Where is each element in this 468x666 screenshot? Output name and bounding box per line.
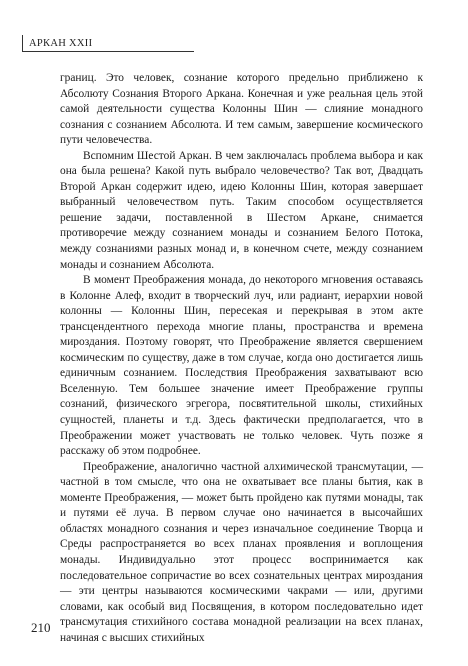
paragraph-3: В момент Преображения монада, до некоторого мгновения оставаясь в Колонне Алеф, входит в творческий луч, или радиант, иерархии новой колонны — Колонны Шин, пересекая и перекрывая в этом акте трансцендентного перехода многие планы, пространства и времена мироздания. Поэтому говорят, что Преображение является свершением космическим по существу, даже в том случае, когда оно достигается лишь единичным сознанием. Последствия Преображения захватывают всю Вселенную. Тем большее значение имеет Преображение группы сознаний, физического эгрегора, посвятительной школы, стихийных сущностей, планеты и т.д. Здесь фактически предполагается, что в Преображении может участвовать не только человек. Чуть позже я расскажу об этом подробнее.: [60, 274, 423, 458]
page-number: 210: [31, 620, 51, 635]
body-text: [60, 71, 423, 646]
running-head-tick: [22, 35, 23, 51]
paragraph-2: Вспомним Шестой Аркан. В чем заключалась проблема выбора и как она была решена? Какой путь выбрало человечество? Так вот, Двадцать Второй Аркан содержит идею, идею Колонны Шин, которая завершает выбранный человечеством путь. Таким способом осуществляется решение задачи, поставленной в Шестом Аркане, снимается противоречие между сознанием монады и сознанием Белого Потока, между сознаниями разных монад и, в конечном счете, между сознанием монады и сознанием Абсолюта.: [60, 149, 423, 271]
running-head-rule: [22, 51, 194, 52]
running-head: АРКАН XXII: [29, 38, 93, 49]
paragraph-1: границ. Это человек, сознание которого предельно приближено к Абсолюту Сознания Второго Аркана. Конечная и уже реальная цель этой самой деятельности существа Колонны Шин — слияние монадного сознания с сознанием Абсолюта. И тем самым, завершение космического пути человечества.: [60, 72, 423, 147]
paragraph-4: Преображение, аналогично частной алхимической трансмутации, — частной в том смысле, что она не охватывает все планы бытия, как в моменте Преображения, — может быть пройдено как путями монады, так и путями её луча. В первом случае оно начинается в высочайших областях монадного сознания и через изначальное соединение Творца и Среды распространяется во всех планах проявления и воплощения монады. Индивидуально этот процесс воспринимается как последовательное сопричастие во всех сознательных центрах мироздания — эти центры называются космическими чакрами — или, другими словами, как особый вид Посвящения, в котором последовательно идет трансмутация стихийного состава монадной реализации на всех планах, начиная с высших стихийных: [60, 460, 423, 644]
